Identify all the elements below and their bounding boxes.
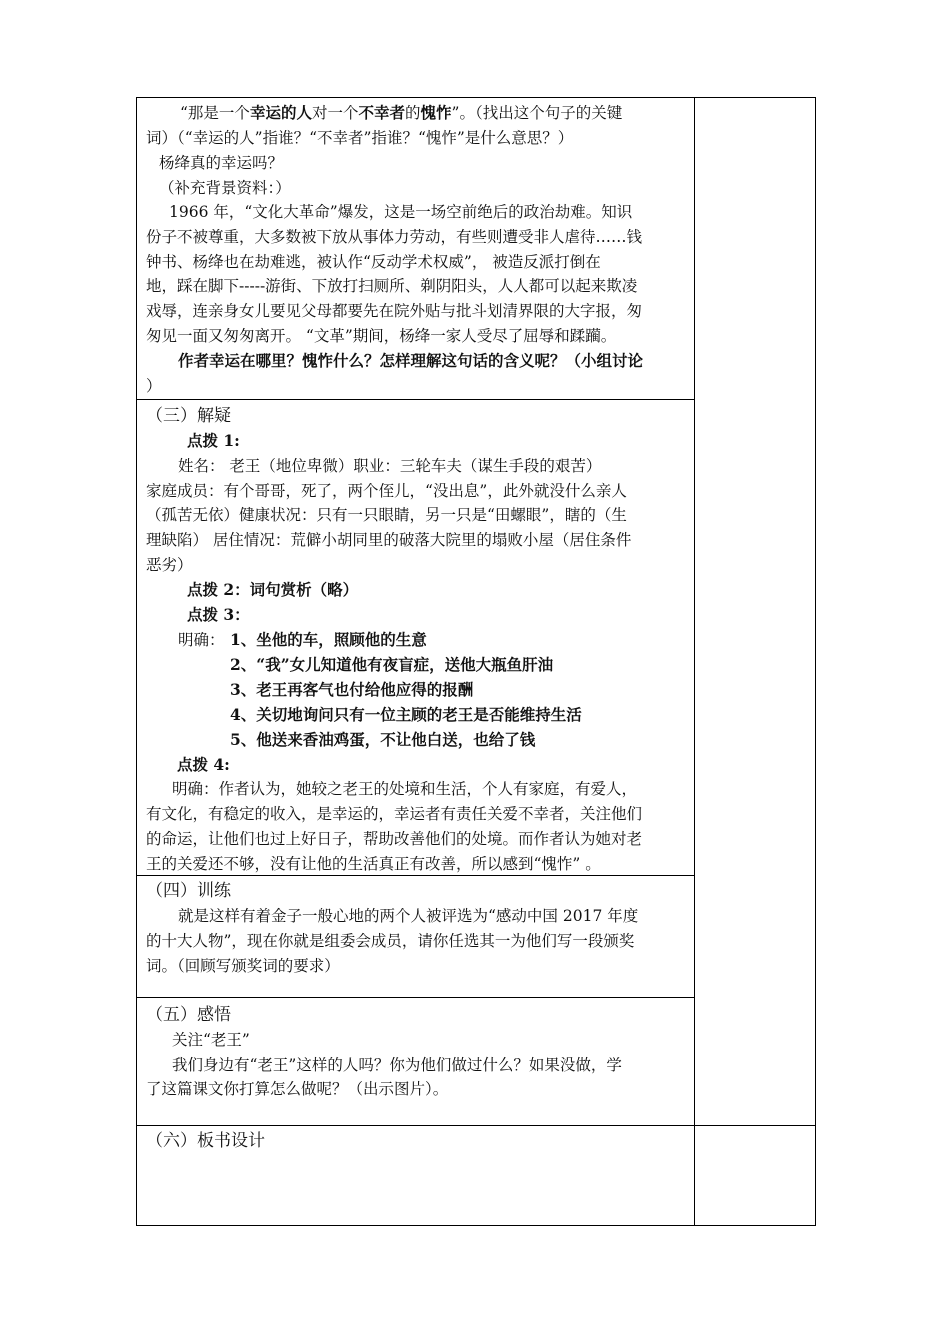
text-span: 对一个 — [311, 104, 359, 122]
section-heading: （五）感悟 — [146, 1005, 231, 1025]
text-line: 家庭成员：有个哥哥，死了，两个侄儿，“没出息”，此外就没什么亲人 — [146, 482, 627, 500]
table-column-divider — [694, 97, 695, 1226]
key-sentence-line — [180, 101, 622, 126]
text-line: 词。（回顾写颁奖词的要求） — [146, 957, 340, 975]
text-line: 恶劣） — [146, 556, 193, 574]
table-top-border — [136, 97, 816, 98]
row-divider — [136, 997, 695, 998]
text-line: 了这篇课文你打算怎么做呢？（出示图片）。 — [146, 1080, 449, 1098]
text-line: 关注“老王” — [172, 1031, 250, 1049]
clarify-item: 5、他送来香油鸡蛋，不让他白送，也给了钱 — [230, 730, 536, 749]
text-line: 就是这样有着金子一般心地的两个人被评选为“感动中国 2017 年度 — [178, 907, 639, 925]
text-line: 王的关爱还不够，没有让他的生活真正有改善，所以感到“愧怍” 。 — [146, 855, 601, 873]
background-paragraph-line: 1966 年，“文化大革命”爆发，这是一场空前绝后的政治劫难。知识 — [169, 203, 633, 221]
row-divider — [136, 1125, 816, 1126]
clarify-item: 4、关切地询问只有一位主顾的老王是否能维持生活 — [230, 705, 582, 724]
bold-term: 幸运的人 — [249, 103, 312, 122]
clarify-item: 2、“我”女儿知道他有夜盲症，送他大瓶鱼肝油 — [230, 655, 554, 674]
text-line: （孤苦无依）健康状况：只有一只眼睛，另一只是“田螺眼”，瞎的（生 — [146, 506, 627, 524]
background-paragraph-line: 地，踩在脚下-----游街、下放打扫厕所、剃阴阳头，人人都可以起来欺凌 — [146, 277, 638, 295]
tip-heading: 点拨 3： — [187, 605, 250, 624]
bold-term: 愧怍 — [420, 103, 452, 122]
section-heading: （三）解疑 — [146, 406, 231, 426]
background-paragraph-line: 匆见一面又匆匆离开。 “文革”期间，杨绛一家人受尽了屈辱和蹂躏。 — [146, 327, 617, 345]
text-span: “那是一个 — [180, 104, 250, 122]
background-paragraph-line: 份子不被尊重，大多数被下放从事体力劳动，有些则遭受非人虐待……钱 — [146, 228, 643, 246]
text-line: 词）（“幸运的人”指谁？“不幸者”指谁？“愧怍”是什么意思？） — [146, 129, 574, 147]
text-line: 杨绛真的幸运吗？ — [159, 154, 284, 172]
tip-heading: 点拨 4: — [177, 755, 230, 774]
clarify-label: 明确： — [178, 631, 225, 649]
text-line: 理缺陷） 居住情况：荒僻小胡同里的破落大院里的塌败小屋（居住条件 — [146, 531, 632, 549]
clarify-item: 3、老王再客气也付给他应得的报酬 — [230, 680, 474, 699]
text-line: 的命运，让他们也过上好日子，帮助改善他们的处境。而作者认为她对老 — [146, 830, 643, 848]
text-span: 的 — [404, 104, 421, 122]
bold-term: 不幸者 — [358, 103, 405, 122]
section-heading: （四）训练 — [146, 881, 231, 901]
text-line: 的十大人物”，现在你就是组委会成员，请你任选其一为他们写一段颁奖 — [146, 932, 635, 950]
section-heading: （六）板书设计 — [146, 1131, 265, 1151]
row-divider — [136, 399, 695, 400]
clarify-item: 1、坐他的车，照顾他的生意 — [230, 630, 427, 649]
text-span: ”。（找出这个句子的关键 — [451, 104, 623, 122]
text-line: （补充背景资料：） — [159, 179, 291, 197]
tip-heading: 点拨 2：词句赏析（略） — [187, 580, 359, 599]
text-line: ） — [146, 377, 162, 395]
text-line: 明确：作者认为，她较之老王的处境和生活，个人有家庭，有爱人， — [172, 780, 638, 798]
text-line: 姓名： 老王（地位卑微）职业：三轮车夫（谋生手段的艰苦） — [178, 457, 602, 475]
background-paragraph-line: 钟书、杨绛也在劫难逃，被认作“反动学术权威”， 被造反派打倒在 — [146, 253, 601, 271]
tip-heading: 点拨 1: — [187, 431, 240, 450]
background-paragraph-line: 戏辱，连亲身女儿要见父母都要先在院外贴与批斗划清界限的大字报，匆 — [146, 302, 643, 320]
text-line: 有文化，有稳定的收入，是幸运的，幸运者有责任关爱不幸者，关注他们 — [146, 805, 643, 823]
text-line: 我们身边有“老王”这样的人吗？你为他们做过什么？如果没做，学 — [172, 1056, 622, 1074]
discussion-question: 作者幸运在哪里？愧怍什么？怎样理解这句话的含义呢？（小组讨论 — [178, 351, 644, 370]
